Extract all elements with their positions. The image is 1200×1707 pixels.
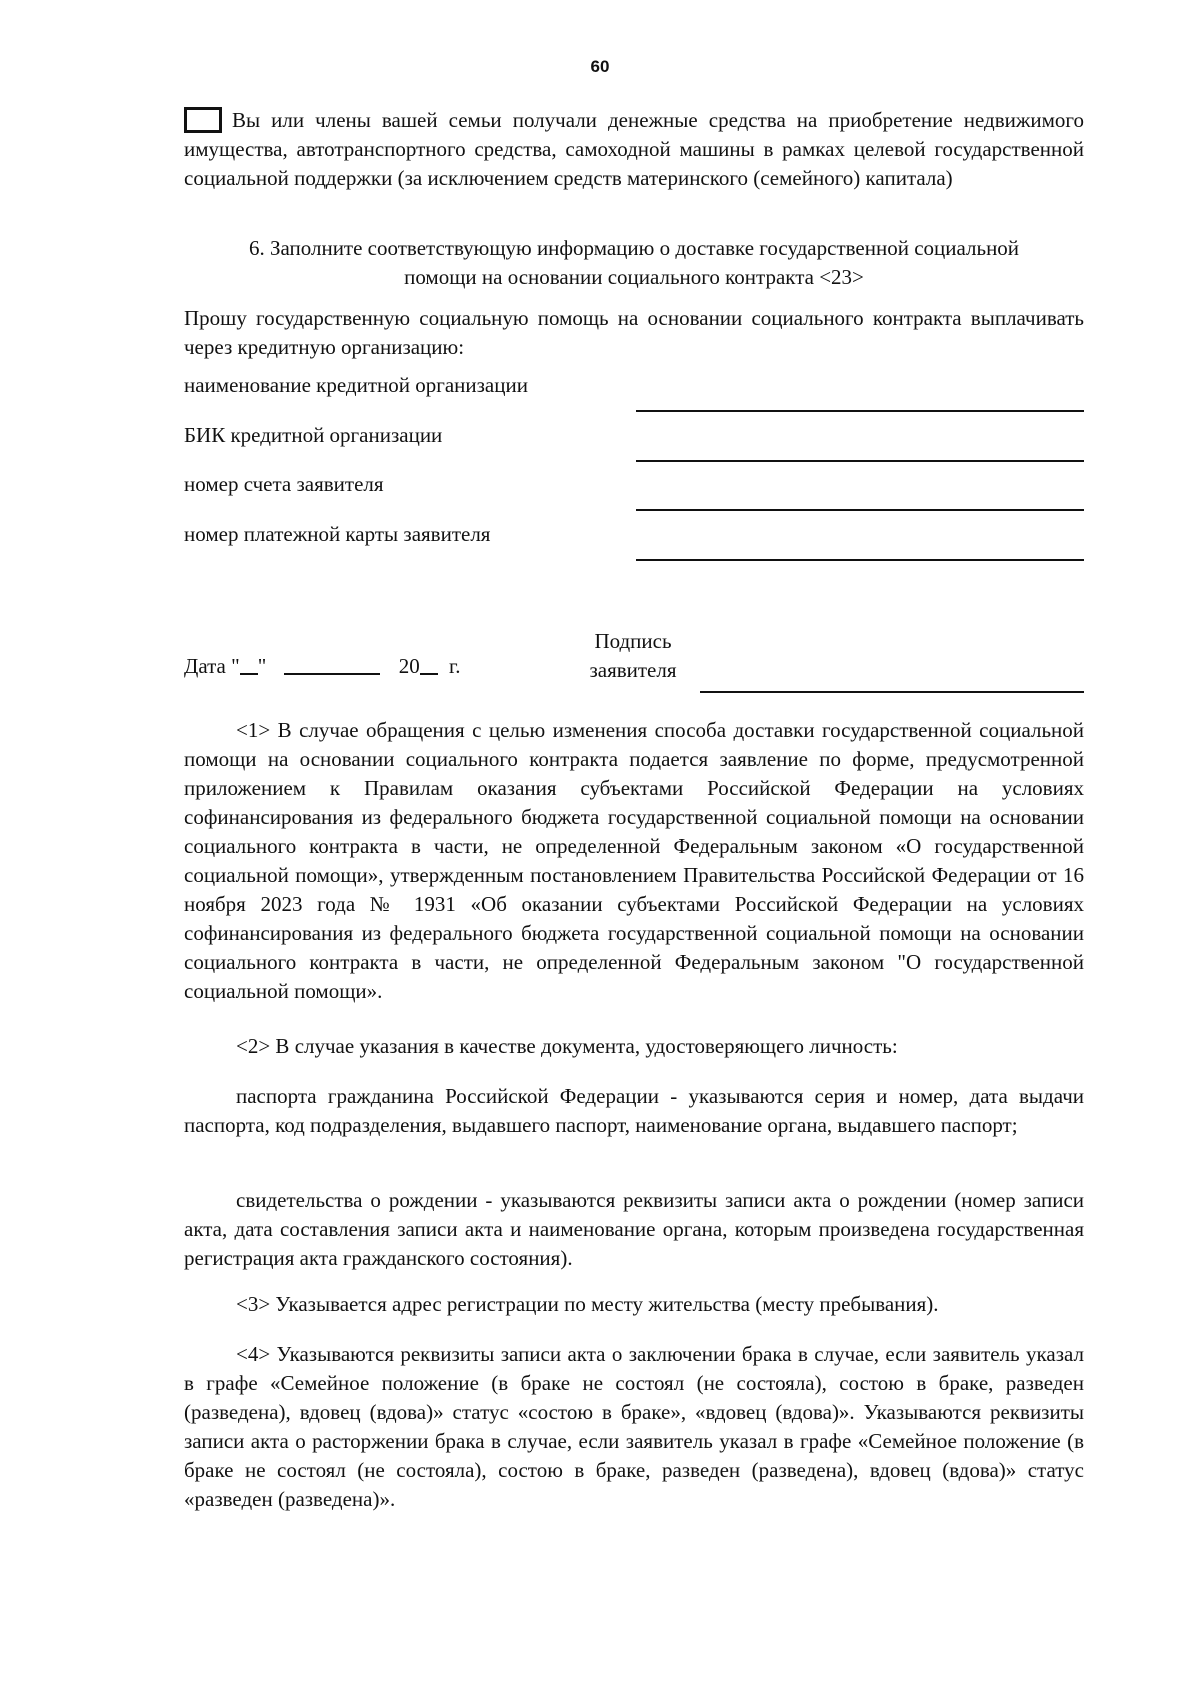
footnote-3: <3> Указывается адрес регистрации по месту жительства (месту пребывания). [236, 1292, 939, 1316]
page-number: 60 [590, 57, 610, 76]
field-input-account-number[interactable] [636, 509, 1084, 511]
field-input-card-number[interactable] [636, 559, 1084, 561]
field-label-bank-name: наименование кредитной организации [184, 373, 528, 397]
signature-line[interactable] [700, 691, 1084, 693]
footnote-1: <1> В случае обращения с целью изменения способа доставки государственной социальной помощи на основании социального контракта подается заявление по форме, предусмотренной приложением к Правилам оказания субъектами Российской Федерации на условиях софинансирования из федерального бюджета государственной социальной помощи на основании социального контракта в части, не определенной Федеральным законом «О государственной социальной помощи», утвержденным постановлением Правительства Российской Федерации от 16 ноября 2023 года № 1931 «Об оказании субъектами Российской Федерации на условиях софинансирования из федерального бюджета государственной социальной помощи на основании социального контракта в части, не определенной Федеральным законом "О государственной социальной помощи». [184, 718, 1084, 1003]
signature-label-line2: заявителя [589, 658, 677, 682]
checkbox-item-text: Вы или члены вашей семьи получали денежные средства на приобретение недвижимого имущества, автотранспортного средства, самоходной машины в рамках целевой государственной социальной поддержки (за исключением средств материнского (семейного) капитала) [184, 108, 1084, 190]
payment-request-text: Прошу государственную социальную помощь на основании социального контракта выплачивать через кредитную организацию: [184, 306, 1084, 359]
date-prefix: Дата " [184, 654, 240, 678]
footnote-2-birth-certificate: свидетельства о рождении - указываются реквизиты записи акта о рождении (номер записи акта, дата составления записи акта и наименование органа, которым произведена государственная регистрация акта гражданского состояния). [184, 1188, 1084, 1270]
date-year-blank[interactable] [420, 673, 438, 675]
section-6-heading-line1: 6. Заполните соответствующую информацию о доставке государственной социальной [248, 236, 1020, 260]
date-day-blank[interactable] [240, 673, 258, 675]
footnote-2-intro: <2> В случае указания в качестве документа, удостоверяющего личность: [236, 1034, 898, 1058]
checkbox[interactable] [184, 107, 222, 133]
section-6-heading [184, 234, 1084, 292]
field-label-card-number: номер платежной карты заявителя [184, 522, 491, 546]
section-6-heading-line2: помощи на основании социального контракта <23> [404, 265, 864, 289]
footnote-2-passport: паспорта гражданина Российской Федерации - указываются серия и номер, дата выдачи паспорта, код подразделения, выдавшего паспорт, наименование органа, выдавшего паспорт; [184, 1084, 1084, 1137]
signature-label [578, 627, 688, 685]
field-input-bik[interactable] [636, 460, 1084, 462]
date-quote-close: " [257, 654, 267, 678]
checkbox-item [184, 106, 1084, 193]
footnote-4: <4> Указываются реквизиты записи акта о заключении брака в случае, если заявитель указал в графе «Семейное положение (в браке не состоял (не состояла), состою в браке, разведен (разведена), вдовец (вдова)» статус «состою в браке», «вдовец (вдова)». Указываются реквизиты записи акта о расторжении брака в случае, если заявитель указал в графе «Семейное положение (в браке не состоял (не состояла), состою в браке, разведен (разведена), вдовец (вдова)» статус «разведен (разведена)». [184, 1342, 1084, 1511]
date-year-suffix: г. [449, 654, 461, 678]
date-year-prefix: 20 [398, 654, 420, 678]
field-label-bik: БИК кредитной организации [184, 423, 443, 447]
date-month-blank[interactable] [284, 673, 380, 675]
signature-label-line1: Подпись [594, 629, 672, 653]
field-label-account-number: номер счета заявителя [184, 472, 384, 496]
field-input-bank-name[interactable] [636, 410, 1084, 412]
date-field [184, 652, 461, 681]
